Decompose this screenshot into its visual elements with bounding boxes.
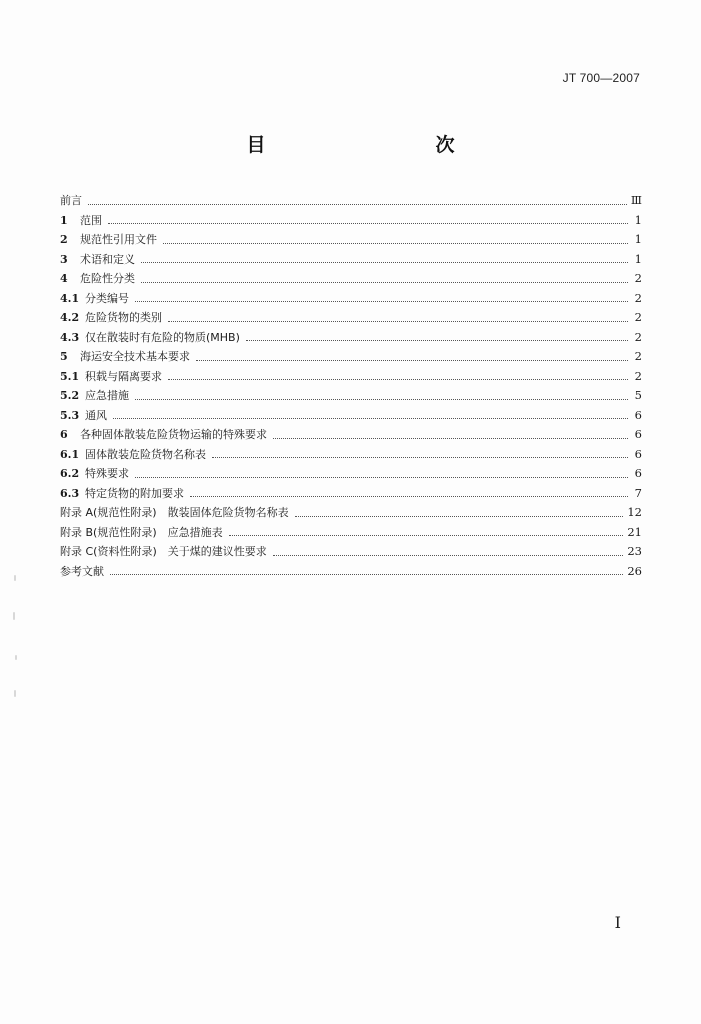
toc-entry-5-1[interactable] xyxy=(60,367,642,387)
toc-entry-6[interactable] xyxy=(60,425,642,445)
dot-leader xyxy=(108,222,628,224)
toc-entry-page: 7 xyxy=(634,485,642,500)
toc-entry-label: 应急措施 xyxy=(85,389,129,402)
toc-entry-number: 6.1 xyxy=(60,447,80,461)
dot-leader xyxy=(163,242,628,244)
toc-entry-label: 危险货物的类别 xyxy=(85,311,162,324)
toc-entry-4-1[interactable] xyxy=(60,289,642,309)
scan-artifact xyxy=(15,655,17,660)
dot-leader xyxy=(135,300,628,302)
dot-leader xyxy=(190,495,628,497)
dot-leader xyxy=(273,554,624,556)
dot-leader xyxy=(196,359,628,361)
toc-entry-page: Ⅲ xyxy=(630,193,642,207)
toc-entry-page: 5 xyxy=(634,388,642,402)
dot-leader xyxy=(273,437,628,439)
toc-entry-number: 4.2 xyxy=(60,311,80,324)
toc-entry-3[interactable] xyxy=(60,250,642,270)
page-number: I xyxy=(614,913,621,932)
toc-entry-number: 6.3 xyxy=(60,486,80,500)
toc-entry-number: 5.2 xyxy=(60,389,80,402)
toc-entry-6-2[interactable] xyxy=(60,464,642,484)
toc-entry-label: 危险性分类 xyxy=(80,272,135,285)
scan-artifact xyxy=(14,575,16,581)
toc-entry-bibliography[interactable] xyxy=(60,562,642,582)
toc-entry-number: 4.1 xyxy=(60,291,80,305)
toc-entry-label: 附录 A(规范性附录) 散装固体危险货物名称表 xyxy=(60,506,289,519)
toc-entry-label: 参考文献 xyxy=(60,564,104,578)
toc-entry-6-3[interactable] xyxy=(60,484,642,504)
dot-leader xyxy=(229,534,624,536)
toc-entry-label: 术语和定义 xyxy=(80,252,135,266)
table-of-contents xyxy=(60,191,642,581)
dot-leader xyxy=(113,417,628,419)
toc-entry-label: 仅在散装时有危险的物质(MHB) xyxy=(85,330,240,344)
dot-leader xyxy=(212,456,628,458)
toc-entry-page: 1 xyxy=(634,212,642,227)
toc-entry-label: 固体散装危险货物名称表 xyxy=(85,447,206,461)
toc-entry-label: 各种固体散装危险货物运输的特殊要求 xyxy=(80,428,267,441)
dot-leader xyxy=(295,515,624,517)
dot-leader xyxy=(168,378,628,380)
toc-entry-label: 附录 C(资料性附录) 关于煤的建议性要求 xyxy=(60,545,267,558)
toc-title: 目 次 xyxy=(246,134,499,156)
toc-entry-page: 2 xyxy=(634,290,642,305)
toc-entry-number: 6.2 xyxy=(60,467,80,480)
toc-entry-number: 1 xyxy=(60,213,68,227)
toc-entry-page: 2 xyxy=(634,329,642,344)
toc-entry-label: 特定货物的附加要求 xyxy=(85,486,184,500)
toc-entry-number: 5 xyxy=(60,350,68,363)
scan-artifact xyxy=(13,612,15,620)
toc-entry-number: 2 xyxy=(60,233,68,246)
toc-entry-label: 通风 xyxy=(85,408,107,422)
toc-entry-page: 23 xyxy=(627,544,642,558)
toc-entry-annex-a[interactable] xyxy=(60,503,642,523)
toc-entry-4[interactable] xyxy=(60,269,642,289)
toc-entry-page: 12 xyxy=(627,505,642,519)
toc-entry-4-3[interactable] xyxy=(60,328,642,348)
toc-entry-page: 1 xyxy=(634,251,642,266)
document-code: JT 700—2007 xyxy=(562,71,640,85)
toc-entry-label: 前言 xyxy=(60,194,82,207)
toc-entry-2[interactable] xyxy=(60,230,642,250)
toc-entry-page: 1 xyxy=(634,232,642,246)
dot-leader xyxy=(135,398,628,400)
toc-entry-annex-b[interactable] xyxy=(60,523,642,543)
toc-entry-page: 26 xyxy=(627,563,642,578)
toc-entry-5[interactable] xyxy=(60,347,642,367)
dot-leader xyxy=(141,261,628,263)
dot-leader xyxy=(168,320,628,322)
toc-entry-page: 2 xyxy=(634,349,642,363)
toc-entry-page: 6 xyxy=(634,446,642,461)
toc-entry-5-2[interactable] xyxy=(60,386,642,406)
toc-entry-page: 6 xyxy=(634,427,642,441)
toc-entry-label: 海运安全技术基本要求 xyxy=(80,350,190,363)
toc-entry-5-3[interactable] xyxy=(60,406,642,426)
toc-entry-number: 4 xyxy=(60,272,68,285)
toc-entry-page: 6 xyxy=(634,407,642,422)
toc-entry-label: 分类编号 xyxy=(85,291,129,305)
scan-artifact xyxy=(14,690,16,697)
toc-entry-label: 积载与隔离要求 xyxy=(85,369,162,383)
dot-leader xyxy=(88,203,627,205)
toc-entry-label: 特殊要求 xyxy=(85,467,129,480)
toc-entry-page: 2 xyxy=(634,271,642,285)
toc-entry-number: 5.1 xyxy=(60,369,80,383)
toc-entry-annex-c[interactable] xyxy=(60,542,642,562)
toc-entry-label: 规范性引用文件 xyxy=(80,233,157,246)
toc-entry-6-1[interactable] xyxy=(60,445,642,465)
toc-entry-page: 2 xyxy=(634,310,642,324)
toc-entry-foreword[interactable] xyxy=(60,191,642,211)
toc-entry-page: 6 xyxy=(634,466,642,480)
toc-entry-number: 4.3 xyxy=(60,330,80,344)
dot-leader xyxy=(246,339,628,341)
toc-entry-4-2[interactable] xyxy=(60,308,642,328)
toc-entry-page: 2 xyxy=(634,368,642,383)
toc-entry-label: 附录 B(规范性附录) 应急措施表 xyxy=(60,525,223,539)
toc-entry-number: 5.3 xyxy=(60,408,80,422)
toc-entry-1[interactable] xyxy=(60,211,642,231)
toc-entry-label: 范围 xyxy=(80,213,102,227)
dot-leader xyxy=(141,281,628,283)
dot-leader xyxy=(135,476,628,478)
toc-entry-number: 3 xyxy=(60,252,68,266)
dot-leader xyxy=(110,573,623,575)
toc-entry-page: 21 xyxy=(627,524,642,539)
toc-entry-number: 6 xyxy=(60,428,68,441)
